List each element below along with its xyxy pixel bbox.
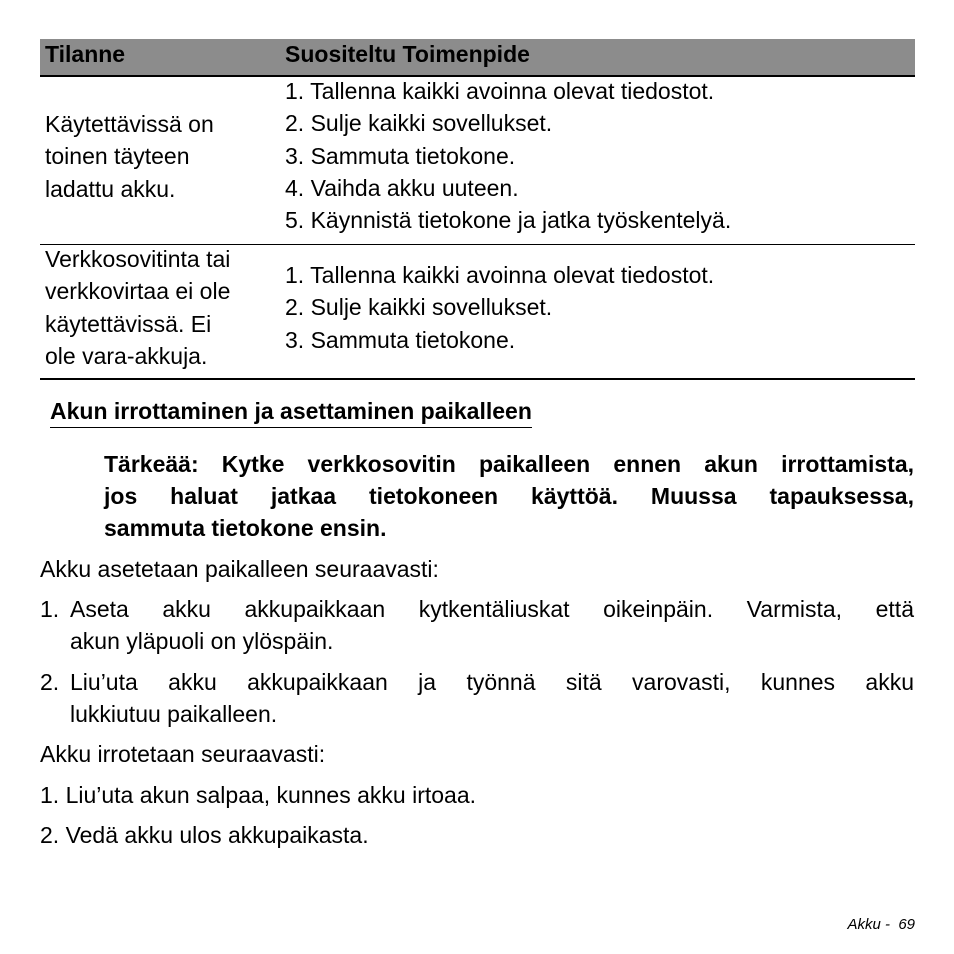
section-heading: Akun irrottaminen ja asettaminen paikalleen xyxy=(50,397,532,428)
action-line: 1. Tallenna kaikki avoinna olevat tiedostot. xyxy=(285,262,715,288)
important-line: Tärkeää: Kytke verkkosovitin paikalleen ennen akun irrottamista, xyxy=(104,451,914,477)
remove-intro: Akku irrotetaan seuraavasti: xyxy=(40,741,326,767)
step-line: akun yläpuoli on ylöspäin. xyxy=(70,628,334,654)
footer-section-label: Akku - xyxy=(847,916,890,933)
table-row xyxy=(40,245,915,380)
action-line: 3. Sammuta tietokone. xyxy=(285,142,516,169)
table-row xyxy=(40,77,915,245)
battery-situation-table xyxy=(40,39,915,380)
situation-line: ole vara-akkuja. xyxy=(45,342,208,369)
important-line: sammuta tietokone ensin. xyxy=(104,515,387,541)
step-line: Aseta akku akkupaikkaan kytkentäliuskat oikeinpäin. Varmista, että xyxy=(70,596,914,622)
action-line: 5. Käynnistä tietokone ja jatka työskentelyä. xyxy=(285,207,732,234)
step-number: 1. xyxy=(40,596,60,622)
page-number: 69 xyxy=(898,916,915,933)
action-cell xyxy=(285,259,915,356)
action-line: 2. Sulje kaikki sovellukset. xyxy=(285,294,553,321)
action-cell xyxy=(285,75,915,236)
action-line: 4. Vaihda akku uuteen. xyxy=(285,174,519,201)
insert-step-2 xyxy=(40,666,914,730)
insert-intro: Akku asetetaan paikalleen seuraavasti: xyxy=(40,556,439,582)
header-situation: Tilanne xyxy=(45,41,126,67)
step-number: 2. xyxy=(40,669,60,695)
situation-line: käytettävissä. Ei xyxy=(45,310,212,337)
situation-line: Verkkosovitinta tai xyxy=(45,246,231,272)
remove-step-1: 1. Liu’uta akun salpaa, kunnes akku irtoaa. xyxy=(40,782,477,808)
situation-line: Käytettävissä on xyxy=(45,111,214,137)
situation-cell xyxy=(45,108,270,205)
header-recommended-action: Suositeltu Toimenpide xyxy=(285,41,530,67)
situation-line: ladattu akku. xyxy=(45,175,176,202)
page-footer xyxy=(847,916,915,933)
step-line: Liu’uta akku akkupaikkaan ja työnnä sitä varovasti, kunnes akku xyxy=(70,669,914,695)
table-header-row xyxy=(40,39,915,77)
action-line: 3. Sammuta tietokone. xyxy=(285,326,516,353)
step-text xyxy=(70,666,914,730)
situation-line: toinen täyteen xyxy=(45,143,190,170)
important-note xyxy=(104,448,914,544)
important-line: jos haluat jatkaa tietokoneen käyttöä. Muussa tapauksessa, xyxy=(104,483,914,509)
remove-step-2: 2. Vedä akku ulos akkupaikasta. xyxy=(40,822,369,848)
situation-line: verkkovirtaa ei ole xyxy=(45,278,231,305)
step-text xyxy=(70,593,914,657)
action-line: 2. Sulje kaikki sovellukset. xyxy=(285,110,553,137)
insert-step-1 xyxy=(40,593,914,657)
step-line: lukkiutuu paikalleen. xyxy=(70,701,278,727)
action-line: 1. Tallenna kaikki avoinna olevat tiedostot. xyxy=(285,78,715,104)
situation-cell xyxy=(45,243,270,372)
